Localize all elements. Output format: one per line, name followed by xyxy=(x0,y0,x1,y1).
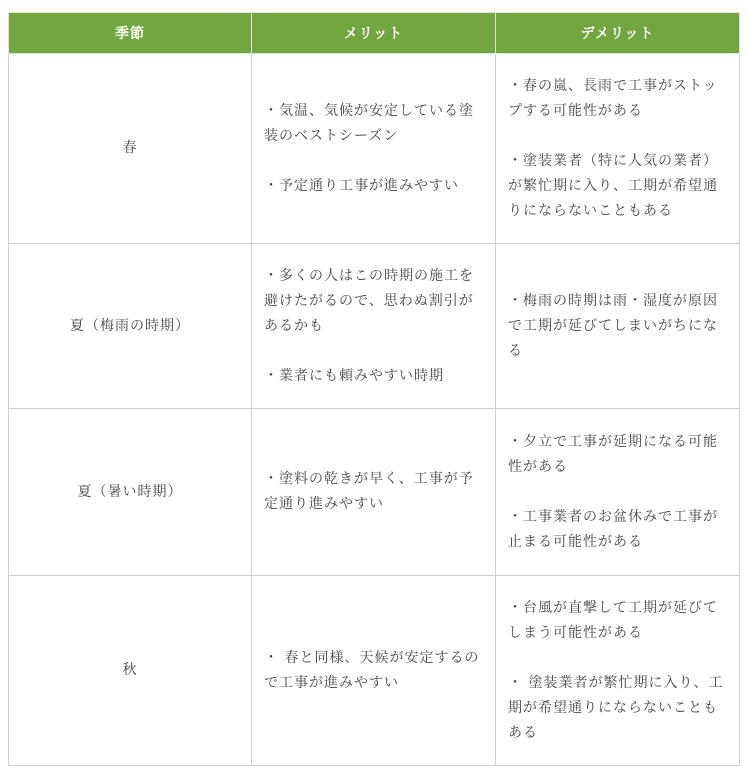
header-season: 季節 xyxy=(9,13,252,54)
merit-text: ・ 春と同様、天候が安定するので工事が進みやすい xyxy=(264,649,480,691)
merits-cell xyxy=(252,54,496,244)
merit-text: ・多くの人はこの時期の施工を避けたがるので、思わぬ割引があるかも xyxy=(264,267,474,334)
demerit-text: ・塗装業者（特に人気の業者）が繁忙期に入り、工期が希望通りにならないこともある xyxy=(508,152,718,219)
demerit-text: ・夕立で工事が延期になる可能性がある xyxy=(508,433,718,475)
table-row xyxy=(9,244,740,409)
season-cell: 春 xyxy=(9,54,252,244)
demerit-text: ・ 塗装業者が繁忙期に入り、工期が希望通りにならないこともある xyxy=(508,674,724,741)
merit-text: ・予定通り工事が進みやすい xyxy=(264,177,459,194)
season-cell: 夏（暑い時期） xyxy=(9,409,252,576)
merits-cell xyxy=(252,576,496,766)
merit-text: ・気温、気候が安定している塗装のベストシーズン xyxy=(264,102,474,144)
table-row xyxy=(9,54,740,244)
demerit-text: ・工事業者のお盆休みで工事が止まる可能性がある xyxy=(508,508,718,550)
demerits-cell xyxy=(496,409,740,576)
demerits-cell xyxy=(496,576,740,766)
header-merits: メリット xyxy=(252,13,496,54)
season-comparison-table xyxy=(8,12,740,766)
table-header-row xyxy=(9,13,740,54)
demerit-text: ・春の嵐、長雨で工事がストップする可能性がある xyxy=(508,77,718,119)
merits-cell xyxy=(252,244,496,409)
header-demerits: デメリット xyxy=(496,13,740,54)
table-row xyxy=(9,576,740,766)
table-row xyxy=(9,409,740,576)
season-cell: 秋 xyxy=(9,576,252,766)
demerit-text: ・梅雨の時期は雨・湿度が原因で工期が延びてしまいがちになる xyxy=(508,292,718,359)
merit-text: ・業者にも頼みやすい時期 xyxy=(264,367,444,384)
merit-text: ・塗料の乾きが早く、工事が予定通り進みやすい xyxy=(264,471,474,512)
demerits-cell xyxy=(496,244,740,409)
demerit-text: ・台風が直撃して工期が延びてしまう可能性がある xyxy=(508,599,718,641)
season-cell: 夏（梅雨の時期） xyxy=(9,244,252,409)
merits-cell xyxy=(252,409,496,576)
demerits-cell xyxy=(496,54,740,244)
